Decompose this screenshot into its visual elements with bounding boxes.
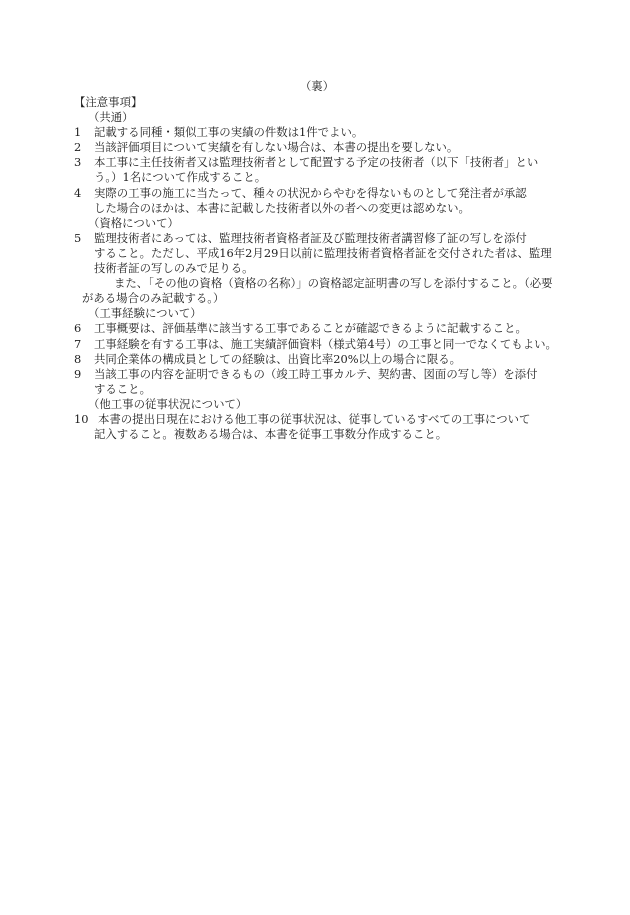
note-number: 10 [74,411,89,426]
note-item-1 [74,125,562,140]
note-item-3 [74,155,562,185]
note-line: 記入すること。複数ある場合は、本書を従事工事数分作成すること。 [94,427,448,442]
note-line: 工事概要は、評価基準に該当する工事であることが確認できるように記載すること。 [94,321,527,336]
note-line: がある場合のみ記載する。） [82,291,225,306]
page-side-label [0,79,630,94]
note-line: すること。ただし、平成16年2月29日以前に監理技術者資格者証を交付された者は、監理 [94,245,552,260]
note-line: 監理技術者にあっては、監理技術者資格者証及び監理技術者講習修了証の写しを添付 [94,230,527,245]
note-number: 6 [74,321,82,336]
note-number: 2 [74,140,82,155]
notes-content [74,95,562,442]
note-item-4 [74,186,562,216]
note-item-5-supplement [74,276,562,306]
note-line: 当該工事の内容を証明できるもの（竣工時工事カルテ、契約書、図面の写し等）を添付 [94,366,538,381]
note-line: 当該評価項目について実績を有しない場合は、本書の提出を要しない。 [94,140,459,155]
note-number: 3 [74,155,82,170]
note-line: 本書の提出日現在における他工事の従事状況は、従事しているすべての工事について [98,411,531,426]
note-line: 記載する同種・類似工事の実績の件数は1件でよい。 [94,125,364,140]
note-number: 1 [74,125,82,140]
note-item-7 [74,337,562,352]
note-item-9 [74,367,562,397]
note-line: 実際の工事の施工に当たって、種々の状況からやむを得ないものとして発注者が承認 [94,185,527,200]
note-item-5 [74,231,562,276]
note-line: した場合のほかは、本書に記載した技術者以外の者への変更は認めない。 [94,200,470,215]
note-number: 9 [74,366,82,381]
note-line: また、「その他の資格（資格の名称）」の資格認定証明書の写しを添付すること。（必要 [114,276,553,291]
note-number: 7 [74,336,82,351]
note-item-6 [74,321,562,336]
note-number: 8 [74,351,82,366]
section-title-experience: （工事経験について） [88,306,202,321]
page-side-text: （裏） [299,79,335,93]
note-item-10 [74,412,562,442]
note-line: 工事経験を有する工事は、施工実績評価資料（様式第4号）の工事と同一でなくてもよい。 [94,336,557,351]
note-line: 技術者証の写しのみで足りる。 [94,261,254,276]
note-number: 5 [74,230,82,245]
note-line: すること。 [94,381,151,396]
note-line: 共同企業体の構成員としての経験は、出資比率20%以上の場合に限る。 [94,351,462,366]
section-title-common: （共通） [88,110,134,125]
note-line: 本工事に主任技術者又は監理技術者として配置する予定の技術者（以下「技術者」とい [94,155,539,170]
note-item-2 [74,140,562,155]
note-number: 4 [74,185,82,200]
note-item-8 [74,352,562,367]
section-title-qualifications: （資格について） [88,215,179,230]
note-line: う。）1名について作成すること。 [94,170,267,185]
notes-heading: 【注意事項】 [74,95,143,109]
section-title-other-work: （他工事の従事状況について） [88,396,248,411]
